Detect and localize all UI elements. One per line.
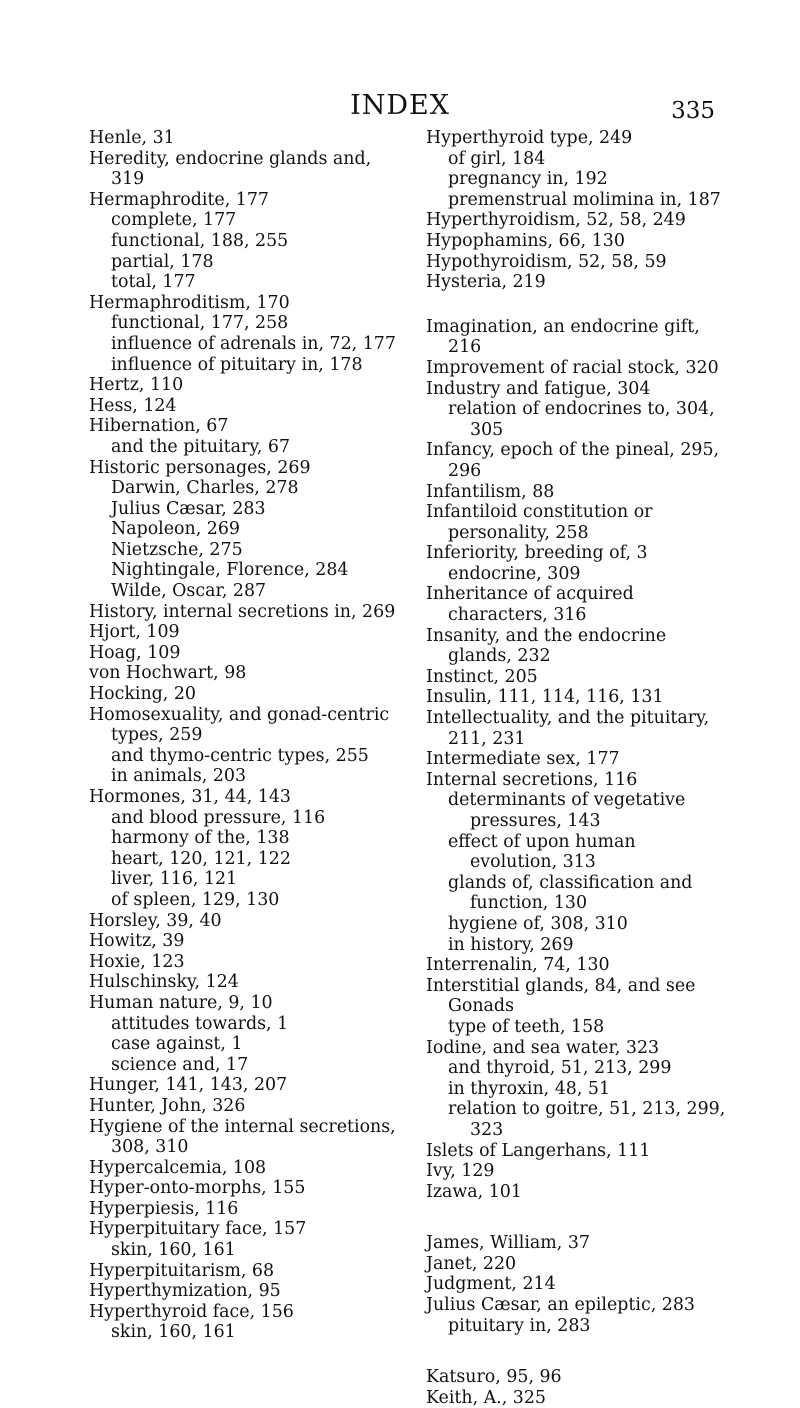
- section-gap: [426, 293, 726, 317]
- index-entry: Hulschinsky, 124: [89, 972, 239, 993]
- index-entry: Hyperthymization, 95: [89, 1281, 281, 1302]
- index-entry: Infancy, epoch of the pineal, 295, 296: [426, 440, 720, 481]
- index-entry: Hertz, 110: [89, 375, 184, 396]
- index-subentry: premenstrual molimina in, 187: [448, 189, 721, 210]
- index-entry: Julius Cæsar, an epileptic, 283: [426, 1295, 695, 1316]
- index-entry: Hygiene of the internal secretions, 308, 310: [89, 1116, 396, 1158]
- index-entry: Hypercalcemia, 108: [89, 1157, 267, 1178]
- index-subentry: and blood pressure, 116: [111, 807, 326, 828]
- index-subentry: Nietzsche, 275: [111, 539, 243, 560]
- index-subentry: of spleen, 129, 130: [111, 889, 280, 910]
- index-subentry: and thymo-centric types, 255: [111, 745, 369, 766]
- index-entry: Improvement of racial stock, 320: [426, 357, 719, 378]
- index-subentry: total, 177: [111, 272, 196, 293]
- running-head: INDEX: [350, 90, 450, 121]
- index-entry: Horsley, 39, 40: [89, 910, 222, 931]
- index-entry: Instinct, 205: [426, 666, 538, 687]
- index-subentry: functional, 177, 258: [111, 313, 289, 334]
- index-entry: Islets of Langerhans, 111: [426, 1140, 651, 1161]
- index-entry: Infantilism, 88: [426, 481, 555, 502]
- index-entry: Janet, 220: [426, 1253, 517, 1274]
- index-entry: Homosexuality, and gonad-centric types, 259: [89, 704, 390, 746]
- index-entry: Hyperpiesis, 116: [89, 1198, 239, 1219]
- index-entry: Historic personages, 269: [89, 457, 311, 478]
- index-subentry: glands of, classification and function, 130: [448, 872, 693, 914]
- index-entry: Heredity, endocrine glands and, 319: [89, 148, 372, 190]
- index-column-right: [426, 128, 726, 1408]
- index-entry: Hermaphroditism, 170: [89, 292, 290, 313]
- index-entry: Ivy, 129: [426, 1161, 495, 1182]
- index-entry: History, internal secretions in, 269: [89, 601, 396, 622]
- index-entry: Howitz, 39: [89, 931, 185, 952]
- index-entry: Hyperthyroidism, 52, 58, 249: [426, 210, 686, 231]
- index-entry: Hunger, 141, 143, 207: [89, 1075, 288, 1096]
- index-entry: Hunter, John, 326: [89, 1095, 246, 1116]
- index-entry: Infantiloid constitution or personality, 258: [426, 502, 653, 543]
- index-entry: Imagination, an endocrine gift, 216: [426, 316, 700, 358]
- index-entry: Insanity, and the endocrine glands, 232: [426, 625, 667, 667]
- index-subentry: and the pituitary, 67: [111, 436, 291, 457]
- index-entry: Industry and fatigue, 304: [426, 378, 651, 399]
- section-gap: [426, 1202, 726, 1233]
- index-entry: Hormones, 31, 44, 143: [89, 787, 291, 807]
- index-subentry: Nightingale, Florence, 284: [111, 560, 349, 581]
- index-entry: Intellectuality, and the pituitary, 211, 231: [426, 708, 710, 749]
- index-subentry: attitudes towards, 1: [111, 1013, 289, 1034]
- index-entry: Hyper-onto-morphs, 155: [89, 1178, 306, 1199]
- index-entry: Insulin, 111, 114, 116, 131: [426, 687, 664, 708]
- index-subentry: relation to goitre, 51, 213, 299, 323: [448, 1099, 726, 1140]
- index-subentry: functional, 188, 255: [111, 230, 289, 251]
- index-subentry: in animals, 203: [111, 766, 247, 787]
- index-subentry: relation of endocrines to, 304, 305: [448, 399, 715, 440]
- index-subentry: pregnancy in, 192: [448, 169, 608, 190]
- index-entry: Hypothyroidism, 52, 58, 59: [426, 251, 667, 272]
- index-entry: James, William, 37: [426, 1233, 590, 1254]
- index-subentry: pituitary in, 283: [448, 1315, 591, 1336]
- index-subentry: influence of pituitary in, 178: [111, 354, 363, 375]
- index-subentry: hygiene of, 308, 310: [448, 913, 628, 934]
- index-entry: Hyperthyroid type, 249: [426, 128, 633, 148]
- index-subentry: type of teeth, 158: [448, 1016, 605, 1037]
- index-subentry: complete, 177: [111, 210, 237, 231]
- index-subentry: Napoleon, 269: [111, 519, 240, 540]
- index-entry: von Hochwart, 98: [89, 663, 247, 684]
- index-subentry: Darwin, Charles, 278: [111, 478, 299, 499]
- index-entry: Human nature, 9, 10: [89, 992, 273, 1013]
- index-entry: Inheritance of acquired characters, 316: [426, 584, 634, 626]
- index-entry: Hoxie, 123: [89, 951, 185, 972]
- page-header: [0, 90, 800, 130]
- index-entry: Hermaphrodite, 177: [89, 189, 269, 210]
- index-entry: Hocking, 20: [89, 684, 196, 705]
- index-subentry: in history, 269: [448, 934, 574, 955]
- index-entry: Intermediate sex, 177: [426, 749, 620, 770]
- index-entry: Henle, 31: [89, 128, 175, 148]
- index-subentry: effect of upon human evolution, 313: [448, 831, 636, 873]
- section-gap: [426, 1336, 726, 1367]
- index-entry: Izawa, 101: [426, 1181, 522, 1202]
- index-entry: Hysteria, 219: [426, 272, 546, 293]
- index-entry: Interstitial glands, 84, and see Gonads: [426, 975, 696, 1017]
- index-entry: Hyperpituitary face, 157: [89, 1219, 307, 1240]
- index-entry: Judgment, 214: [426, 1274, 556, 1295]
- index-entry: Hess, 124: [89, 395, 177, 416]
- index-entry: Internal secretions, 116: [426, 769, 638, 790]
- index-subentry: liver, 116, 121: [111, 869, 238, 890]
- index-subentry: endocrine, 309: [448, 563, 581, 584]
- index-subentry: science and, 17: [111, 1054, 249, 1075]
- index-subentry: Wilde, Oscar, 287: [111, 581, 267, 602]
- index-entry: Inferiority, breeding of, 3: [426, 543, 648, 564]
- index-entry: Hjort, 109: [89, 622, 180, 643]
- index-subentry: harmony of the, 138: [111, 828, 290, 849]
- index-subentry: of girl, 184: [448, 148, 546, 169]
- index-entry: Hypophamins, 66, 130: [426, 230, 625, 251]
- index-subentry: determinants of vegetative pressures, 143: [448, 790, 686, 831]
- index-subentry: skin, 160, 161: [111, 1240, 236, 1261]
- index-entry: Hoag, 109: [89, 642, 181, 663]
- index-subentry: heart, 120, 121, 122: [111, 848, 291, 869]
- index-subentry: case against, 1: [111, 1034, 243, 1055]
- index-entry: Hibernation, 67: [89, 416, 229, 437]
- index-entry: Iodine, and sea water, 323: [426, 1037, 660, 1058]
- index-entry: Katsuro, 95, 96: [426, 1367, 562, 1388]
- page-number: 335: [671, 98, 715, 124]
- index-subentry: partial, 178: [111, 251, 214, 272]
- index-entry: Hyperpituitarism, 68: [89, 1260, 275, 1281]
- index-subentry: and thyroid, 51, 213, 299: [448, 1058, 672, 1079]
- index-subentry: in thyroxin, 48, 51: [448, 1078, 611, 1099]
- index-subentry: skin, 160, 161: [111, 1322, 236, 1343]
- index-subentry: Julius Cæsar, 283: [111, 498, 266, 519]
- index-column-left: [89, 128, 401, 1343]
- index-entry: Keith, A., 325: [426, 1387, 546, 1408]
- index-entry: Hyperthyroid face, 156: [89, 1301, 294, 1322]
- index-subentry: influence of adrenals in, 72, 177: [111, 333, 396, 354]
- index-entry: Interrenalin, 74, 130: [426, 955, 610, 976]
